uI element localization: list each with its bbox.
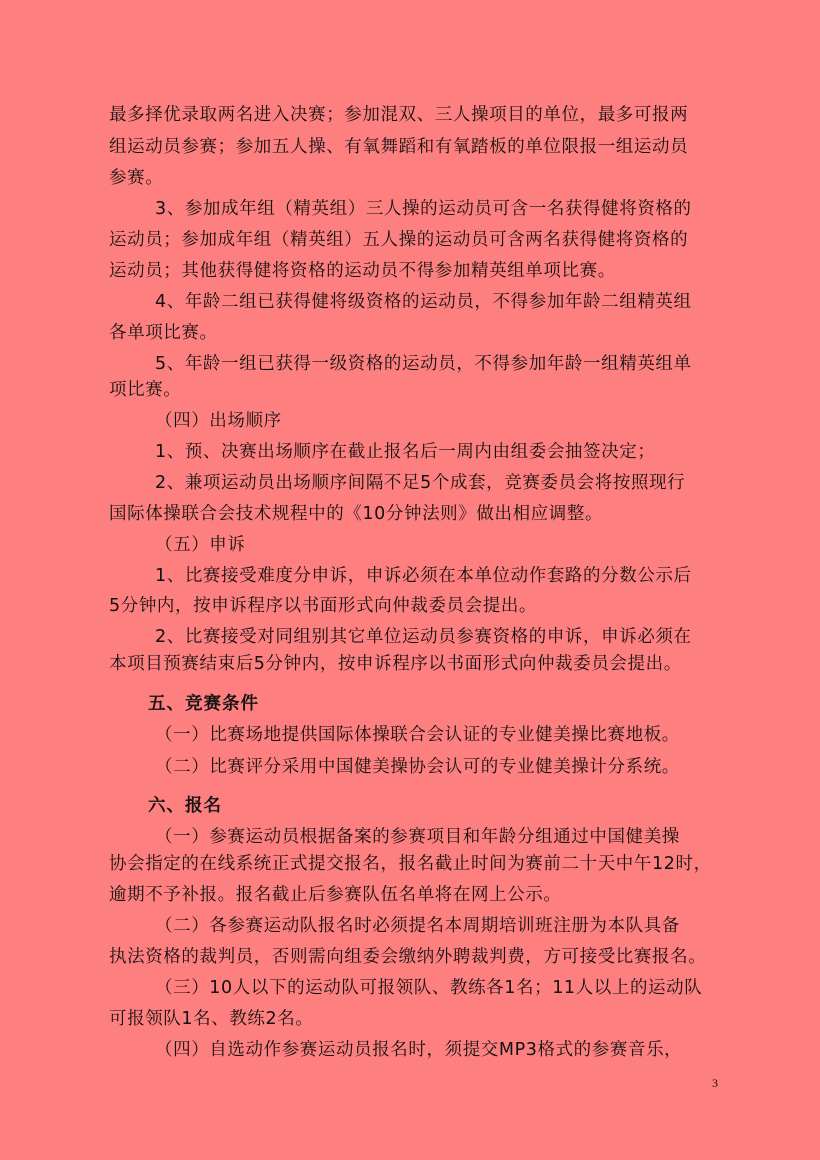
text-line: （一）参赛运动员根据备案的参赛项目和年龄分组通过中国健美操 <box>155 827 680 847</box>
text-line: 3、参加成年组（精英组）三人操的运动员可含一名获得健将资格的 <box>155 199 692 219</box>
text-line: （二）比赛评分采用中国健美操协会认可的专业健美操计分系统。 <box>155 757 680 777</box>
text-line: 协会指定的在线系统正式提交报名，报名截止时间为赛前二十天中午12时， <box>109 854 712 874</box>
text-line: 运动员；参加成年组（精英组）五人操的运动员可含两名获得健将资格的 <box>109 230 689 250</box>
text-line: 执法资格的裁判员，否则需向组委会缴纳外聘裁判费，方可接受比赛报名。 <box>109 947 707 967</box>
text-line: 组运动员参赛；参加五人操、有氧舞蹈和有氧踏板的单位限报一组运动员 <box>109 137 689 157</box>
text-line: 1、预、决赛出场顺序在截止报名后一周内由组委会抽签决定； <box>155 442 656 462</box>
text-line: 国际体操联合会技术规程中的《10分钟法则》做出相应调整。 <box>109 504 604 524</box>
section-heading: 五、竞赛条件 <box>148 694 259 714</box>
page-number: 3 <box>712 1076 718 1090</box>
text-line: 4、年龄二组已获得健将级资格的运动员，不得参加年龄二组精英组 <box>155 292 692 312</box>
text-line: 1、比赛接受难度分申诉，申诉必须在本单位动作套路的分数公示后 <box>155 566 692 586</box>
text-line: （四）自选动作参赛运动员报名时，须提交MP3格式的参赛音乐， <box>155 1040 683 1060</box>
text-line: 5、年龄一组已获得一级资格的运动员，不得参加年龄一组精英组单 <box>155 354 692 374</box>
text-line: 5分钟内，按申诉程序以书面形式向仲裁委员会提出。 <box>109 596 538 616</box>
text-line: 各单项比赛。 <box>109 323 218 343</box>
section-subheading: （四）出场顺序 <box>155 411 282 431</box>
section-heading: 六、报名 <box>148 796 222 816</box>
text-line: 项比赛。 <box>109 380 182 400</box>
text-line: （二）各参赛运动队报名时必须提名本周期培训班注册为本队具备 <box>155 916 680 936</box>
text-line: （三）10人以下的运动队可报领队、教练各1名；11人以上的运动队 <box>155 978 703 998</box>
text-line: （一）比赛场地提供国际体操联合会认证的专业健美操比赛地板。 <box>155 725 680 745</box>
text-line: 2、比赛接受对同组别其它单位运动员参赛资格的申诉，申诉必须在 <box>155 627 692 647</box>
text-line: 2、兼项运动员出场顺序间隔不足5个成套，竞赛委员会将按照现行 <box>155 473 686 493</box>
text-line: 本项目预赛结束后5分钟内，按申诉程序以书面形式向仲裁委员会提出。 <box>109 654 682 674</box>
section-subheading: （五）申诉 <box>155 535 246 555</box>
text-line: 可报领队1名、教练2名。 <box>109 1009 314 1029</box>
text-line: 最多择优录取两名进入决赛；参加混双、三人操项目的单位，最多可报两 <box>109 105 689 125</box>
text-line: 逾期不予补报。报名截止后参赛队伍名单将在网上公示。 <box>109 885 562 905</box>
text-line: 运动员；其他获得健将资格的运动员不得参加精英组单项比赛。 <box>109 261 616 281</box>
text-line: 参赛。 <box>109 168 164 188</box>
